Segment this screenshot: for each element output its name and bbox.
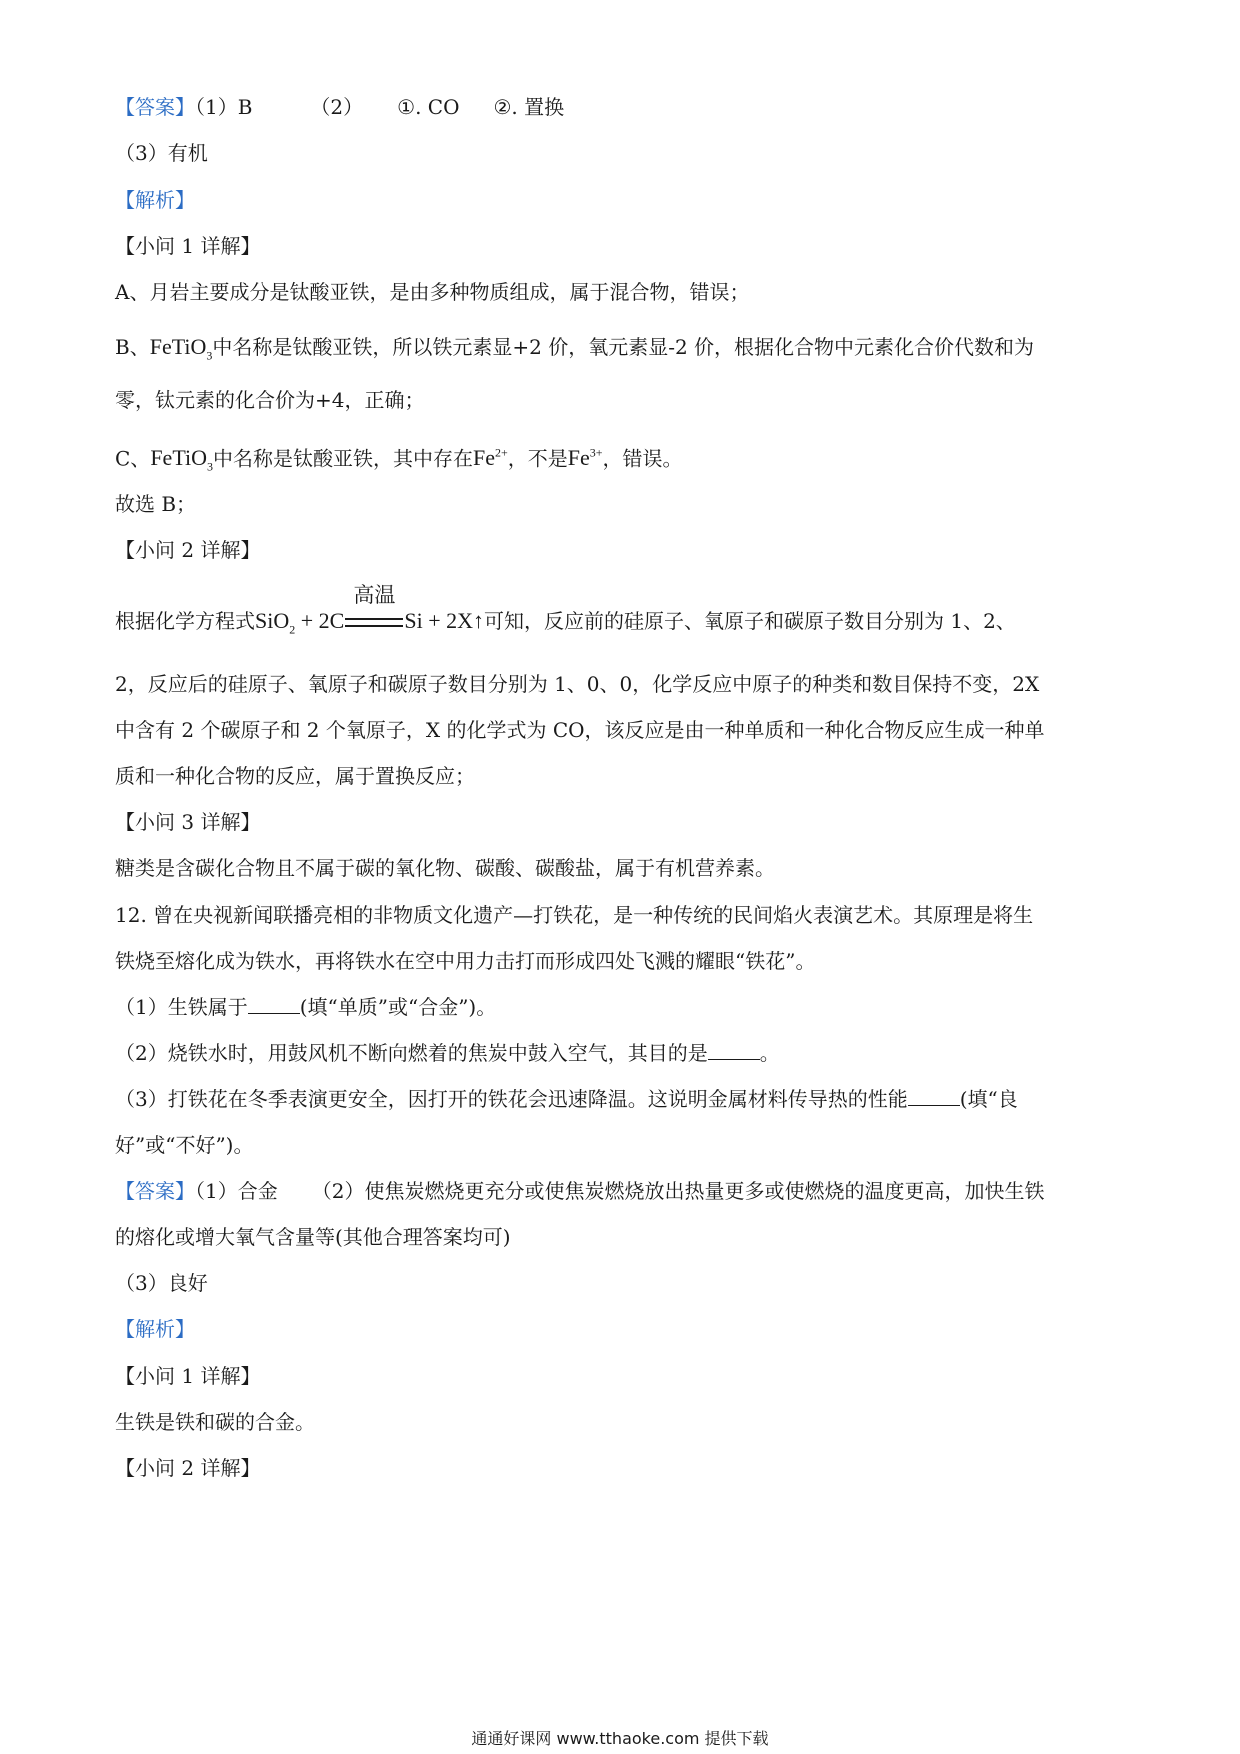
ion-fe2: $Fe^{2+}$ — [472, 445, 508, 471]
answer-blank — [908, 1087, 960, 1106]
question-12-stem-1: 12. 曾在央视新闻联播亮相的非物质文化遗产—打铁花，是一种传统的民间焰火表演艺术。其原理是将生 — [115, 903, 1034, 927]
analysis-2-line-4: 质和一种化合物的反应，属于置换反应； — [115, 764, 475, 788]
reaction-condition: 高温 — [345, 608, 403, 634]
q12-answer-line — [115, 1178, 1044, 1204]
ion-fe3: $Fe^{3+}$ — [567, 445, 603, 471]
answer-part-2-cont: 的熔化或增大氧气含量等(其他合理答案均可) — [115, 1225, 511, 1249]
answer-part-2b: ②. 置换 — [493, 95, 565, 119]
analysis-tag: 【解析】 — [115, 1317, 195, 1341]
analysis-2-line-3: 中含有 2 个碳原子和 2 个氧原子，X 的化学式为 CO，该反应是由一种单质和一种化合物反应生成一种单 — [115, 718, 1045, 742]
answer-part-1: （1）B — [195, 95, 253, 119]
answer-part-3: （3）良好 — [115, 1271, 208, 1295]
subquestion-2-heading: 【小问 2 详解】 — [115, 538, 261, 562]
answer-part-2a: ①. CO — [397, 95, 460, 119]
analysis-option-a: A、月岩主要成分是钛酸亚铁，是由多种物质组成，属于混合物，错误； — [115, 280, 750, 304]
answer-blank — [248, 995, 300, 1014]
analysis-option-b-cont: 零，钛元素的化合价为+4，正确； — [115, 388, 425, 412]
subquestion-1-heading: 【小问 1 详解】 — [115, 234, 261, 258]
analysis-option-b: B、FeTiO$_3$中名称是钛酸亚铁，所以铁元素显+2 价，氧元素显-2 价，根据化合物中元素化合价代数和为 — [115, 334, 1035, 363]
formula-fetio3: FeTiO$_3$ — [149, 334, 213, 363]
answer-part-3: （3）有机 — [115, 141, 208, 165]
formula-fetio3: FeTiO$_3$ — [150, 445, 213, 474]
answer-tag: 【答案】 — [115, 1179, 195, 1203]
equation-products: Si + 2X↑ — [404, 608, 484, 633]
subquestion-2-heading: 【小问 2 详解】 — [115, 1456, 261, 1480]
answer-tag: 【答案】 — [115, 95, 195, 119]
answer-part-2: （2）使焦炭燃烧更充分或使焦炭燃烧放出热量更多或使燃烧的温度更高，加快生铁 — [311, 1179, 1045, 1203]
subquestion-3-heading: 【小问 3 详解】 — [115, 810, 261, 834]
equation-reactants: SiO$_2$ + 2C — [255, 608, 345, 637]
answer-part-1: （1）合金 — [195, 1179, 278, 1203]
answer-blank — [708, 1041, 760, 1060]
analysis-1-text: 生铁是铁和碳的合金。 — [115, 1410, 315, 1434]
question-12-part-1: （1）生铁属于 (填“单质”或“合金”)。 — [115, 995, 497, 1019]
choose-answer: 故选 B； — [115, 492, 197, 516]
analysis-3-text: 糖类是含碳化合物且不属于碳的氧化物、碳酸、碳酸盐，属于有机营养素。 — [115, 856, 775, 880]
answer-part-2: （2） — [310, 95, 364, 119]
question-12-stem-2: 铁烧至熔化成为铁水，再将铁水在空中用力击打而形成四处飞溅的耀眼“铁花”。 — [115, 949, 816, 973]
analysis-option-c: C、FeTiO$_3$中名称是钛酸亚铁，其中存在$Fe^{2+}$，不是$Fe^{3+}$，错误。 — [115, 445, 683, 474]
analysis-2-line-2: 2，反应后的硅原子、氧原子和碳原子数目分别为 1、0、0，化学反应中原子的种类和数目保持不变，2X — [115, 672, 1040, 696]
chemical-equation-line: 根据化学方程式SiO$_2$ + 2C 高温 Si + 2X↑可知，反应前的硅原子、氧原子和碳原子数目分别为 1、2、 — [115, 583, 1016, 637]
question-12-part-2: （2）烧铁水时，用鼓风机不断向燃着的焦炭中鼓入空气，其目的是 。 — [115, 1041, 780, 1065]
question-12-part-3-cont: 好”或“不好”)。 — [115, 1133, 254, 1157]
analysis-tag: 【解析】 — [115, 188, 195, 212]
page-footer: 通通好课网 www.tthaoke.com 提供下载 — [471, 1729, 769, 1748]
q11-answer-line — [115, 94, 564, 120]
question-12-part-3: （3）打铁花在冬季表演更安全，因打开的铁花会迅速降温。这说明金属材料传导热的性能 (填“良 — [115, 1087, 1018, 1111]
subquestion-1-heading: 【小问 1 详解】 — [115, 1364, 261, 1388]
